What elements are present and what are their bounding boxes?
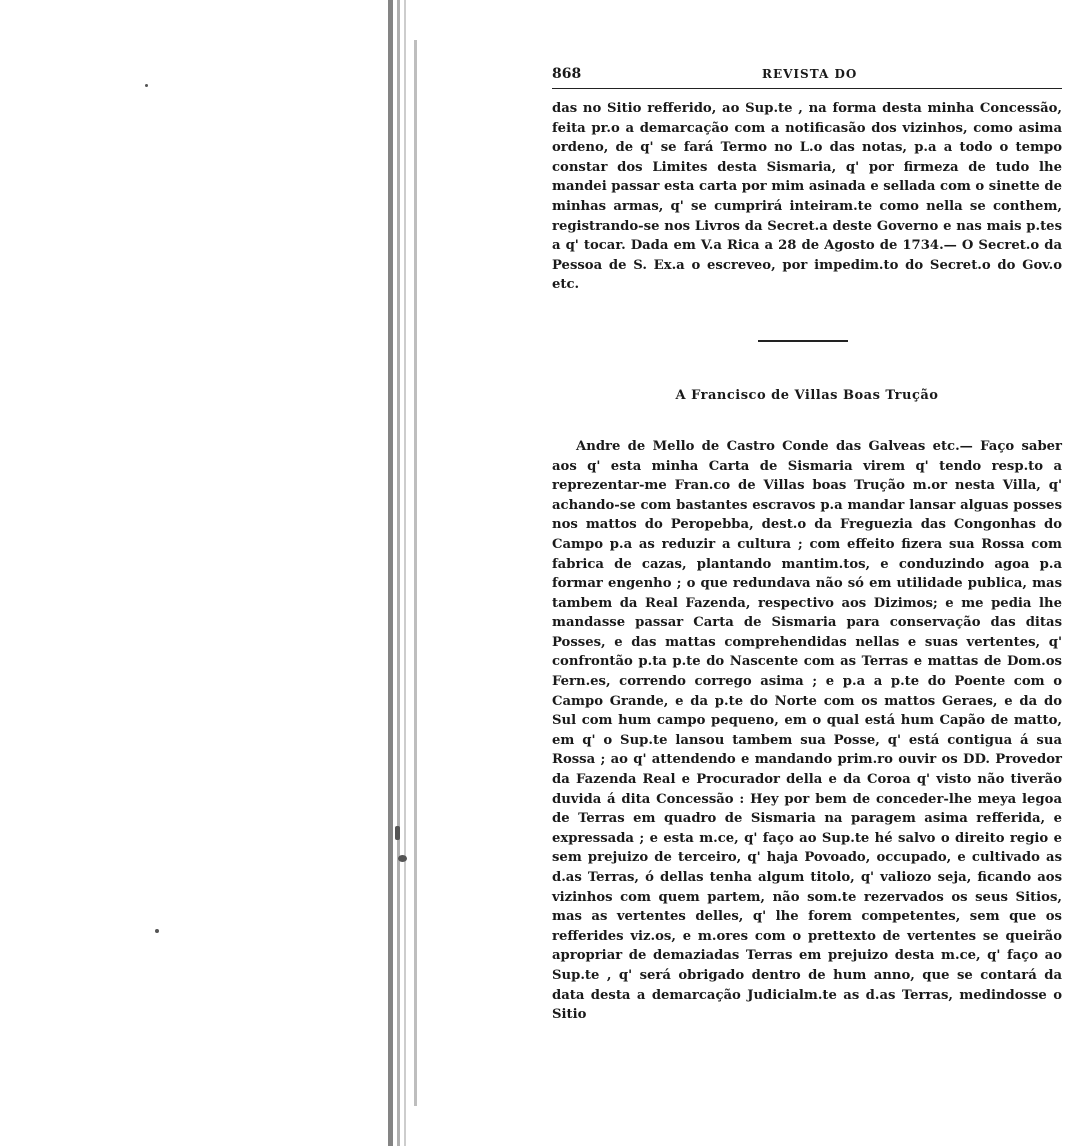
book-page: [552, 66, 1062, 1025]
scan-speck: [395, 826, 400, 840]
scan-speck: [145, 84, 148, 87]
paragraph-continuation: das no Sitio refferido, ao Sup.te , na forma desta minha Concessão, feita pr.o a demarcação com a notificasão dos vizinhos, como asima ordeno, de q' se fará Termo no L.o das notas, p.a a todo o tempo constar dos Limites desta Sismaria, q' por firmeza de tudo lhe mandei passar esta carta por mim asinada e sellada com o sinette de minhas armas, q' se cumprirá inteiram.te como nella se conthem, registrando-se nos Livros da Secret.a deste Governo e nas mais p.tes a q' tocar. Dada em V.a Rica a 28 de Agosto de 1734.— O Secret.o da Pessoa de S. Ex.a o escreveo, por impedim.to do Secret.o do Gov.o etc.: [552, 101, 1062, 293]
section-divider: [758, 340, 848, 342]
section-title: A Francisco de Villas Boas Trução: [675, 387, 939, 403]
body-text: [552, 99, 1062, 1025]
scan-speck: [155, 929, 159, 933]
paragraph-grant: Andre de Mello de Castro Conde das Galveas etc.— Faço saber aos q' esta minha Carta de Sismaria virem q' tendo resp.to a reprezentar-me Fran.co de Villas boas Trução m.or nesta Villa, q' achando-se com bastantes escravos p.a mandar lansar alguas posses nos mattos do Peropebba, dest.o da Freguezia das Congonhas do Campo p.a as reduzir a cultura ; com effeito fizera sua Rossa com fabrica de cazas, plantando mantim.tos, e conduzindo agoa p.a formar engenho ; o que redundava não só em utilidade publica, mas tambem da Real Fazenda, respectivo aos Dizimos; e me pedia lhe mandasse passar Carta de Sismaria para conservação das ditas Posses, e das mattas comprehendidas nellas e suas vertentes, q' confrontão p.ta p.te do Nascente com as Terras e mattas de Dom.os Fern.es, correndo corrego asima ; e p.a a p.te do Poente com o Campo Grande, e da p.te do Norte com os mattos Geraes, e da do Sul com hum campo pequeno, em o qual está hum Capão de matto, em q' o Sup.te lansou tambem sua Posse, q' está contigua á sua Rossa ; ao q' attendendo e mandando prim.ro ouvir os DD. Provedor da Fazenda Real e Procurador della e da Coroa q' visto não tiverão duvida á dita Concessão : Hey por bem de conceder-lhe meya legoa de Terras em quadro de Sismaria na paragem asima refferida, e expressada ; e esta m.ce, q' faço ao Sup.te hé salvo o direito regio e sem prejuizo de terceiro, q' haja Povoado, occupado, e cultivado as d.as Terras, ó dellas tenha algum titolo, q' valiozo seja, ficando aos vizinhos com quem partem, não som.te rezervados os seus Sitios, mas as vertentes delles, q' lhe forem competentes, sem que os refferides viz.os, e m.ores com o prettexto de vertentes se queirão apropriar de demaziadas Terras em prejuizo desta m.ce, q' faço ao Sup.te , q' será obrigado dentro de hum anno, que se contará da data desta a demarcação Judicialm.te as d.as Terras, medindosse o Sitio: [552, 438, 1062, 1023]
binding-shadow: [397, 0, 400, 1146]
binding-shadow: [414, 40, 417, 1106]
running-head: [552, 66, 1062, 89]
binding-shadow: [388, 0, 393, 1146]
scan-speck: [398, 855, 407, 862]
page-number: 868: [552, 66, 582, 82]
running-title: REVISTA DO: [762, 67, 858, 81]
binding-shadow: [404, 0, 406, 1146]
